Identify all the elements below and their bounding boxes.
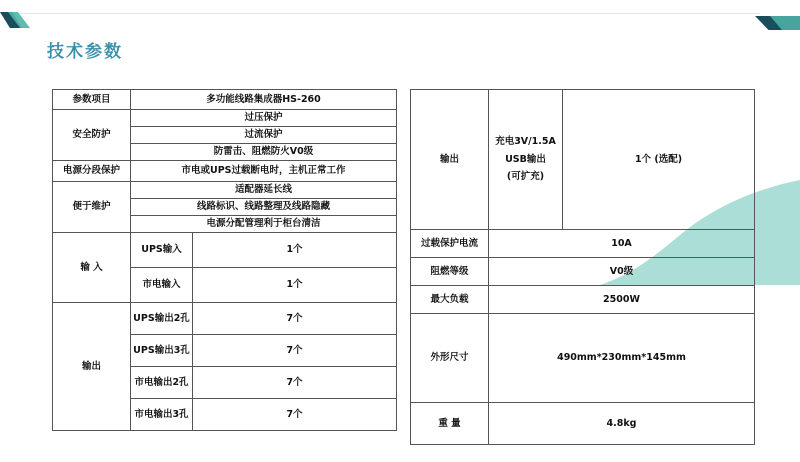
usb-output-label: USB输出 [505, 153, 546, 165]
output-name: 市电输出3孔 [131, 399, 193, 431]
input-value: 1个 [193, 233, 397, 268]
table-row [411, 90, 755, 230]
table-row [411, 286, 755, 314]
usb-expandable-note: (可扩充) [506, 171, 545, 183]
maintenance-label: 便于维护 [53, 182, 131, 233]
power-segment-label: 电源分段保护 [53, 161, 131, 182]
output-label: 输出 [53, 303, 131, 431]
maintenance-item: 线路标识、线路整理及线路隐藏 [131, 199, 397, 216]
weight-label: 重 量 [411, 403, 489, 445]
safety-label: 安全防护 [53, 110, 131, 161]
right-output-label: 输出 [411, 90, 489, 230]
input-name: 市电输入 [131, 268, 193, 303]
usb-output-value: 1个 (选配) [563, 90, 755, 230]
table-row [411, 314, 755, 403]
output-value: 7个 [193, 399, 397, 431]
overload-value: 10A [489, 230, 755, 258]
input-name: UPS输入 [131, 233, 193, 268]
table-row [411, 403, 755, 445]
table-row [53, 161, 397, 182]
output-value: 7个 [193, 335, 397, 367]
header-divider [0, 13, 760, 14]
output-value: 7个 [193, 303, 397, 335]
table-row [53, 303, 397, 335]
table-row [53, 233, 397, 268]
flame-label: 阻燃等级 [411, 258, 489, 286]
usb-output-spec [489, 90, 563, 230]
max-load-value: 2500W [489, 286, 755, 314]
input-label: 输 入 [53, 233, 131, 303]
table-row [53, 182, 397, 199]
safety-item: 过流保护 [131, 127, 397, 144]
max-load-label: 最大负载 [411, 286, 489, 314]
input-value: 1个 [193, 268, 397, 303]
weight-value: 4.8kg [489, 403, 755, 445]
param-header-label: 参数项目 [53, 90, 131, 110]
flame-value: V0级 [489, 258, 755, 286]
maintenance-item: 适配器延长线 [131, 182, 397, 199]
output-name: 市电输出2孔 [131, 367, 193, 399]
table-row [411, 258, 755, 286]
spec-table-left [52, 89, 397, 431]
page-title: 技术参数 [47, 42, 123, 62]
dimensions-value: 490mm*230mm*145mm [489, 314, 755, 403]
product-name: 多功能线路集成器HS-260 [131, 90, 397, 110]
safety-item: 过压保护 [131, 110, 397, 127]
output-value: 7个 [193, 367, 397, 399]
dimensions-label: 外形尺寸 [411, 314, 489, 403]
power-segment-value: 市电或UPS过载断电时，主机正常工作 [131, 161, 397, 182]
usb-charge-spec: 充电3V/1.5A [495, 135, 556, 147]
output-name: UPS输出2孔 [131, 303, 193, 335]
overload-label: 过载保护电流 [411, 230, 489, 258]
output-name: UPS输出3孔 [131, 335, 193, 367]
table-row [53, 90, 397, 110]
safety-item: 防雷击、阻燃防火V0级 [131, 144, 397, 161]
spec-table-right [410, 89, 755, 445]
table-row [411, 230, 755, 258]
maintenance-item: 电源分配管理利于柜台清洁 [131, 216, 397, 233]
table-row [53, 110, 397, 127]
